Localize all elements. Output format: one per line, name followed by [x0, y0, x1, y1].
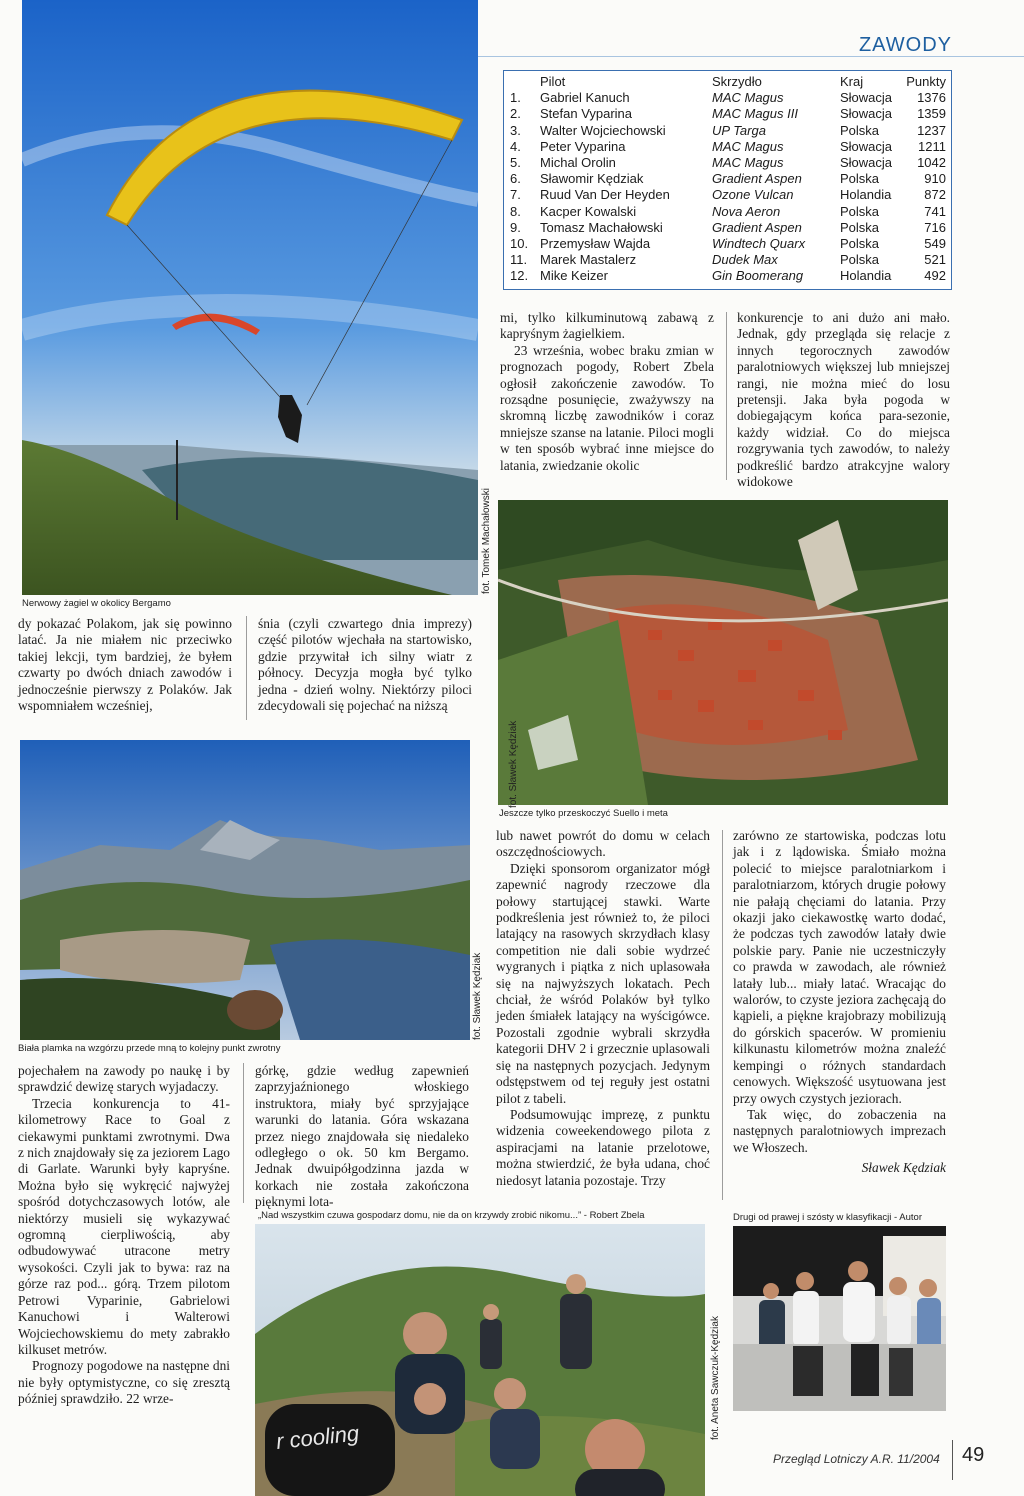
- credit-photo-4: fot. Aneta Sawczuk-Kędziak: [710, 1316, 721, 1440]
- result-country: Słowacja: [840, 106, 893, 122]
- result-pilot: Tomasz Machałowski: [540, 219, 663, 235]
- result-position: 1.: [510, 90, 521, 106]
- result-country: Holandia: [840, 187, 892, 203]
- result-row: [510, 187, 946, 203]
- result-row: [510, 123, 946, 139]
- credit-photo-1: fot. Tomek Machałowski: [481, 488, 492, 594]
- result-points: 549: [924, 236, 946, 252]
- paragraph: śnia (czyli czwartego dnia imprezy) część pilotów wjechała na startowisko, gdzie przywitał ich silny wiatr z północy. Decyzja mogła być tylko jedna - dzień wolny. Niektórzy piloci zdecydowali się pojechać na niższą: [258, 616, 472, 714]
- result-points: 1237: [917, 122, 946, 138]
- result-points: 1211: [918, 138, 946, 154]
- result-position: 6.: [510, 171, 521, 187]
- result-points: 492: [924, 268, 946, 284]
- paragraph: Prognozy pogodowe na następne dni nie były optymistyczne, co się zresztą później sprawdziło. 22 wrze-: [18, 1358, 230, 1407]
- result-points: 741: [924, 203, 946, 219]
- result-wing: Nova Aeron: [712, 203, 781, 219]
- result-row: [510, 171, 946, 187]
- result-points: 910: [924, 171, 946, 187]
- result-wing: UP Targa: [712, 122, 766, 138]
- result-country: Polska: [840, 236, 880, 252]
- page-number: 49: [962, 1444, 985, 1466]
- caption-photo-2: Jeszcze tylko przeskoczyć Suello i meta: [499, 808, 668, 819]
- result-pilot: Ruud Van Der Heyden: [540, 187, 670, 203]
- footer-magazine: Przegląd Lotniczy A.R. 11/2004: [773, 1452, 940, 1466]
- result-wing: MAC Magus III: [712, 106, 798, 122]
- result-wing: Windtech Quarx: [712, 236, 806, 252]
- result-position: 10.: [510, 236, 529, 252]
- col-header-points: Punkty: [906, 74, 946, 89]
- article-col-a: [500, 310, 714, 474]
- result-row: [510, 106, 946, 122]
- caption-photo-5: Drugi od prawej i szósty w klasyfikacji - Autor: [733, 1212, 923, 1223]
- header-rule: [478, 56, 1024, 57]
- col-header-pilot: Pilot: [540, 74, 566, 89]
- result-wing: Gradient Aspen: [712, 219, 802, 235]
- article-col-d: [258, 616, 472, 714]
- result-country: Słowacja: [840, 155, 893, 171]
- result-points: 716: [924, 219, 946, 235]
- section-label: ZAWODY: [858, 34, 952, 56]
- article-col-g: [18, 1063, 230, 1408]
- paragraph: dy pokazać Polakom, jak się powinno latać. Ja nie miałem nic przeciwko takiej lekcji, tym bardziej, że byłem czwarty po dwóch dniach zawodów i jednocześnie pierwszy z Polaków. Jak wspomniałem wcześniej,: [18, 616, 232, 714]
- result-country: Słowacja: [840, 90, 893, 106]
- author-signature: Sławek Kędziak: [861, 1160, 946, 1176]
- paragraph: górkę, gdzie według zapewnień zaprzyjaźnionego włoskiego instruktora, miały być sprzyjające warunki do latania. Góra wskazana przez niego znajdowała się niedaleko odległego o ok. 50 km Bergamo. Jednak dwuipółgodzinna jazda w korkach nie została zakończona pięknymi lota-: [255, 1063, 469, 1210]
- result-pilot: Marek Mastalerz: [540, 252, 637, 268]
- credit-photo-3: fot. Sławek Kędziak: [472, 952, 483, 1040]
- result-pilot: Peter Vyparina: [540, 138, 626, 154]
- result-position: 5.: [510, 155, 521, 171]
- result-country: Polska: [840, 219, 880, 235]
- result-country: Holandia: [840, 268, 892, 284]
- result-position: 11.: [510, 252, 528, 268]
- photo-group-hill: [255, 1224, 705, 1496]
- article-col-e: [496, 828, 710, 1189]
- paragraph: mi, tylko kilkuminutową zabawą z kapryśnym żagielkiem.: [500, 310, 714, 342]
- caption-photo-3: Biała plamka na wzgórzu przede mną to kolejny punkt zwrotny: [18, 1043, 281, 1054]
- result-row: [510, 252, 946, 268]
- paragraph: Dzięki sponsorom organizator mógł zapewnić nagrody rzeczowe dla połowy startującej stawki. Warte podkreślenia jest również to, że piloci latający na rasowych skrzydłach klasy competition nie dali sobie wydrzeć wygranych i piątka z nich uplasowała się na najwyższych lokatach. Pech chciał, że wśród Polaków był tylko jeden śmiałek latający na wyścigówce. Pozostali zgodnie wybrali skrzydła kategorii DHV 2 i grzecznie uplasowali się na następnych pozycjach. Jedynym odstępstwem od tej reguły jest ostatni pilot z tabeli.: [496, 860, 710, 1106]
- result-position: 8.: [510, 203, 521, 219]
- paragraph: 23 września, wobec braku zmian w prognozach pogody, Robert Zbela ogłosił zakończenie zawodów. To rozsądne posunięcie, zważywszy na skromną liczbę zawodników i coraz mniejsze szanse na latanie. Piloci mogli w ten sposób wybrać inne miejsce do latania, zwiedzanie okolic: [500, 342, 714, 473]
- result-position: 3.: [510, 122, 521, 138]
- col-header-wing: Skrzydło: [712, 74, 762, 89]
- result-pilot: Gabriel Kanuch: [540, 90, 630, 106]
- column-divider: [726, 312, 727, 480]
- result-pilot: Stefan Vyparina: [540, 106, 633, 122]
- result-row: [510, 236, 946, 252]
- column-divider: [243, 1063, 244, 1203]
- result-country: Polska: [840, 252, 880, 268]
- photo-paragliders: [22, 0, 478, 595]
- result-points: 1359: [917, 106, 946, 122]
- credit-photo-2: fot. Sławek Kędziak: [508, 720, 519, 808]
- result-row: [510, 220, 946, 236]
- result-row: [510, 204, 946, 220]
- result-wing: Gin Boomerang: [712, 268, 804, 284]
- result-row: [510, 90, 946, 106]
- result-row: [510, 155, 946, 171]
- footer-divider: [952, 1440, 953, 1480]
- result-points: 1042: [917, 155, 946, 171]
- result-pilot: Kacper Kowalski: [540, 203, 637, 219]
- result-pilot: Mike Keizer: [540, 268, 608, 284]
- paragraph: Podsumowując imprezę, z punktu widzenia coweekendowego pilota z aspiracjami na latanie przelotowe, można stwierdzić, że była udana, choć niedosyt latania pozostaje. Trzy: [496, 1106, 710, 1188]
- paragraph: lub nawet powrót do domu w celach oszczędnościowych.: [496, 828, 710, 860]
- result-pilot: Michal Orolin: [540, 155, 616, 171]
- article-col-c: [18, 616, 232, 714]
- result-row: [510, 139, 946, 155]
- result-points: 521: [924, 252, 946, 268]
- result-wing: MAC Magus: [712, 90, 784, 106]
- result-wing: MAC Magus: [712, 155, 784, 171]
- result-wing: MAC Magus: [712, 138, 784, 154]
- result-points: 1376: [917, 90, 946, 106]
- result-country: Słowacja: [840, 138, 893, 154]
- photo-awards: [733, 1226, 946, 1411]
- result-points: 872: [924, 187, 946, 203]
- paragraph: zarówno ze startowiska, podczas lotu jak i z lądowiska. Śmiało można polecić to miejsce paralotniarkom i paralotniarzom, których drugie połowy nie pałają chęciami do latania. Przy okazji jako ciekawostkę warto dodać, że podczas tych zawodów latały dwie polskie pary. Panie nie uczestniczyły co prawda w zawodach, ale również latały lub... miały latać. Wracając do walorów, to czyste jeziora zachęcają do kąpieli, a piękne krajobrazy mobilizują do górskich spacerów. W promieniu kilkunastu kilometrów można znaleźć kempingi o różnych standardach cenowych. Większość usytuowana jest przy owych czystych jeziorach.: [733, 828, 946, 1106]
- result-wing: Ozone Vulcan: [712, 187, 794, 203]
- result-row: [510, 268, 946, 284]
- paragraph: Trzecia konkurencja to 41-kilometrowy Race to Goal z ciekawymi punktami zwrotnymi. Dwa z nich znajdowały się za jeziorem Lago di Garlate. Warunki były kapryśne. Można było się wykręcić najwyżej spośród dotychczasowych lotów, ale niektórzy musieli się wykazywać ogromną cierpliwością, aby odbudowywać utracone metry wysokości. Czyli jak to bywa: raz na górze raz pod... górą. Trzem pilotom Petrowi Vyparinie, Gabrielowi Kanuchowi i Walterowi Wojciechowskiemu do mety zabrakło kilkuset metrów.: [18, 1095, 230, 1357]
- paragraph: pojechałem na zawody po naukę i by sprawdzić dewizę starych wyjadaczy.: [18, 1063, 230, 1095]
- article-col-f: [733, 828, 946, 1177]
- paragraph: Tak więc, do zobaczenia na następnych paralotniowych imprezach we Włoszech.: [733, 1106, 946, 1155]
- result-position: 2.: [510, 106, 521, 122]
- result-pilot: Walter Wojciechowski: [540, 122, 666, 138]
- result-wing: Gradient Aspen: [712, 171, 802, 187]
- photo-lake-valley: [20, 740, 470, 1040]
- col-header-country: Kraj: [840, 74, 864, 89]
- paragraph: konkurencje to ani dużo ani mało. Jednak, gdy przegląda się relacje z innych tegorocznych zawodów paralotniowych większej lub mniejszej rangi, nie można mieć do losu pretensji. Jaka była pogoda w dobiegającym końca para-sezonie, każdy widział. Co do miejsca rozgrywania tych zawodów, to należy podkreślić bardzo atrakcyjne walory widokowe: [737, 310, 950, 490]
- result-wing: Dudek Max: [712, 252, 778, 268]
- caption-photo-4: „Nad wszystkim czuwa gospodarz domu, nie da on krzywdy zrobić nikomu...” - Robert Zbela: [258, 1210, 645, 1221]
- result-pilot: Sławomir Kędziak: [540, 171, 644, 187]
- result-country: Polska: [840, 203, 880, 219]
- photo-aerial-town: [498, 500, 948, 805]
- result-position: 9.: [510, 219, 521, 235]
- column-divider: [722, 830, 723, 1200]
- caption-photo-1: Nerwowy żagiel w okolicy Bergamo: [22, 598, 171, 609]
- shirt-text: r cooling: [274, 1420, 361, 1454]
- result-pilot: Przemysław Wajda: [540, 236, 651, 252]
- result-country: Polska: [840, 171, 880, 187]
- result-position: 4.: [510, 138, 521, 154]
- result-position: 7.: [510, 187, 521, 203]
- result-country: Polska: [840, 122, 880, 138]
- result-position: 12.: [510, 268, 529, 284]
- article-col-h: [255, 1063, 469, 1211]
- column-divider: [246, 616, 247, 720]
- article-col-b: [737, 310, 950, 490]
- results-table: [503, 70, 952, 290]
